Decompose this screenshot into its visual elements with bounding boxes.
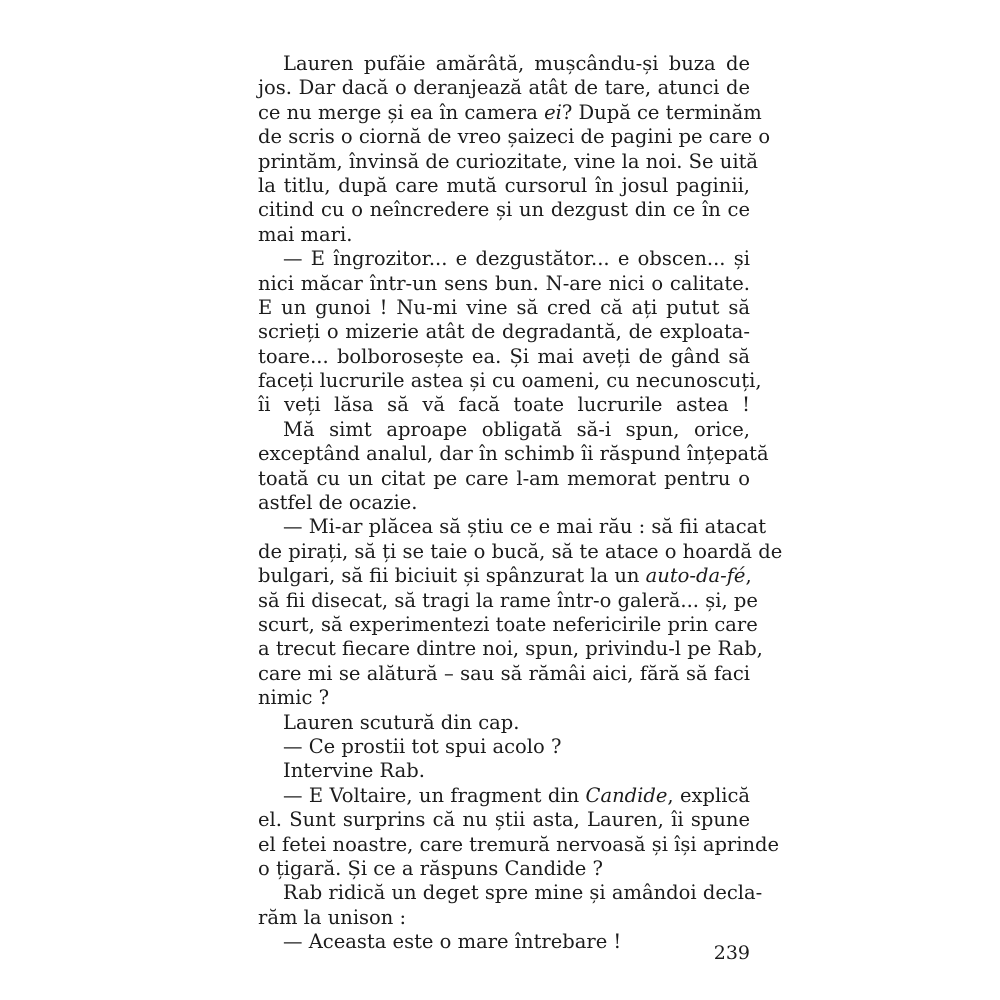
text-line: Lauren pufăie amărâtă, mușcându-și buza de bbox=[283, 52, 750, 75]
italic-text: auto-da-fé bbox=[645, 564, 746, 588]
text-line: Intervine Rab. bbox=[283, 759, 425, 783]
text-line: Mă simt aproape obligată să-i spun, orice, bbox=[283, 417, 750, 441]
text-segment: ? După ce terminăm bbox=[561, 100, 762, 124]
text-line: — E îngrozitor... e dezgustător... e obscen... și bbox=[283, 247, 750, 271]
text-line: la titlu, după care mută cursorul în josul paginii, bbox=[258, 173, 750, 197]
text-line: citind cu o neîncredere și un dezgust din ce în ce bbox=[258, 198, 750, 222]
text-line: care mi se alătură – sau să rămâi aici, fără să faci bbox=[258, 661, 750, 685]
text-line: el. Sunt surprins că nu știi asta, Lauren, îi spune bbox=[258, 808, 750, 832]
text-line: jos. Dar dacă o deranjează atât de tare, atunci de bbox=[258, 76, 750, 100]
text-line: E un gunoi ! Nu-mi vine să cred că ați putut să bbox=[258, 295, 750, 319]
text-line: exceptând analul, dar în schimb îi răspund înțepată bbox=[258, 442, 769, 466]
text-line: a trecut fiecare dintre noi, spun, privindu-l pe Rab, bbox=[258, 637, 763, 661]
text-line: răm la unison : bbox=[258, 905, 407, 929]
text-line: el fetei noastre, care tremură nervoasă și își aprinde bbox=[258, 832, 780, 856]
text-line: de pirați, să ți se taie o bucă, să te atace o hoardă de bbox=[258, 539, 783, 563]
text-segment: , explică bbox=[667, 783, 751, 807]
italic-text: ei bbox=[544, 100, 562, 124]
text-line: să fii disecat, să tragi la rame într-o galeră... și, pe bbox=[258, 588, 758, 612]
text-line: — Ce prostii tot spui acolo ? bbox=[283, 734, 562, 758]
text-line: mai mari. bbox=[258, 222, 353, 246]
body-text bbox=[258, 52, 783, 954]
text-segment: , bbox=[745, 564, 752, 588]
text-line: nimic ? bbox=[258, 686, 330, 710]
text-line: — Mi-ar plăcea să știu ce e mai rău : să fii atacat bbox=[283, 515, 767, 539]
text-line bbox=[258, 564, 750, 588]
text-segment: ce nu merge și ea în camera bbox=[258, 100, 545, 124]
text-line: toată cu un citat pe care l-am memorat pentru o bbox=[258, 466, 750, 490]
text-line bbox=[258, 784, 750, 808]
page-number: 239 bbox=[713, 942, 750, 964]
text-line: scurt, să experimentezi toate nefericirile prin care bbox=[258, 612, 758, 636]
text-line: toare... bolborosește ea. Și mai aveți de gând să bbox=[258, 344, 750, 368]
text-line: Lauren scutură din cap. bbox=[283, 710, 520, 734]
text-line bbox=[258, 100, 762, 125]
text-line: astfel de ocazie. bbox=[258, 491, 418, 515]
text-line: Rab ridică un deget spre mine și amândoi decla- bbox=[283, 881, 763, 905]
text-segment: bulgari, să fii biciuit și spânzurat la un bbox=[258, 564, 646, 588]
text-line: îi veți lăsa să vă facă toate lucrurile astea ! bbox=[258, 393, 750, 417]
text-line: — Aceasta este o mare întrebare ! bbox=[283, 930, 622, 954]
text-segment: — E Voltaire, un fragment din bbox=[283, 783, 586, 807]
text-line: faceți lucrurile astea și cu oameni, cu necunoscuți, bbox=[258, 369, 762, 393]
text-line: scrieți o mizerie atât de degradantă, de exploata- bbox=[258, 320, 750, 344]
text-line: de scris o ciornă de vreo șaizeci de pagini pe care o bbox=[258, 125, 771, 149]
text-line: nici măcar într-un sens bun. N-are nici o calitate. bbox=[258, 271, 750, 295]
text-line: o țigară. Și ce a răspuns Candide ? bbox=[258, 856, 604, 880]
italic-text: Candide bbox=[585, 783, 668, 807]
text-line: printăm, învinsă de curiozitate, vine la noi. Se uită bbox=[258, 149, 759, 173]
